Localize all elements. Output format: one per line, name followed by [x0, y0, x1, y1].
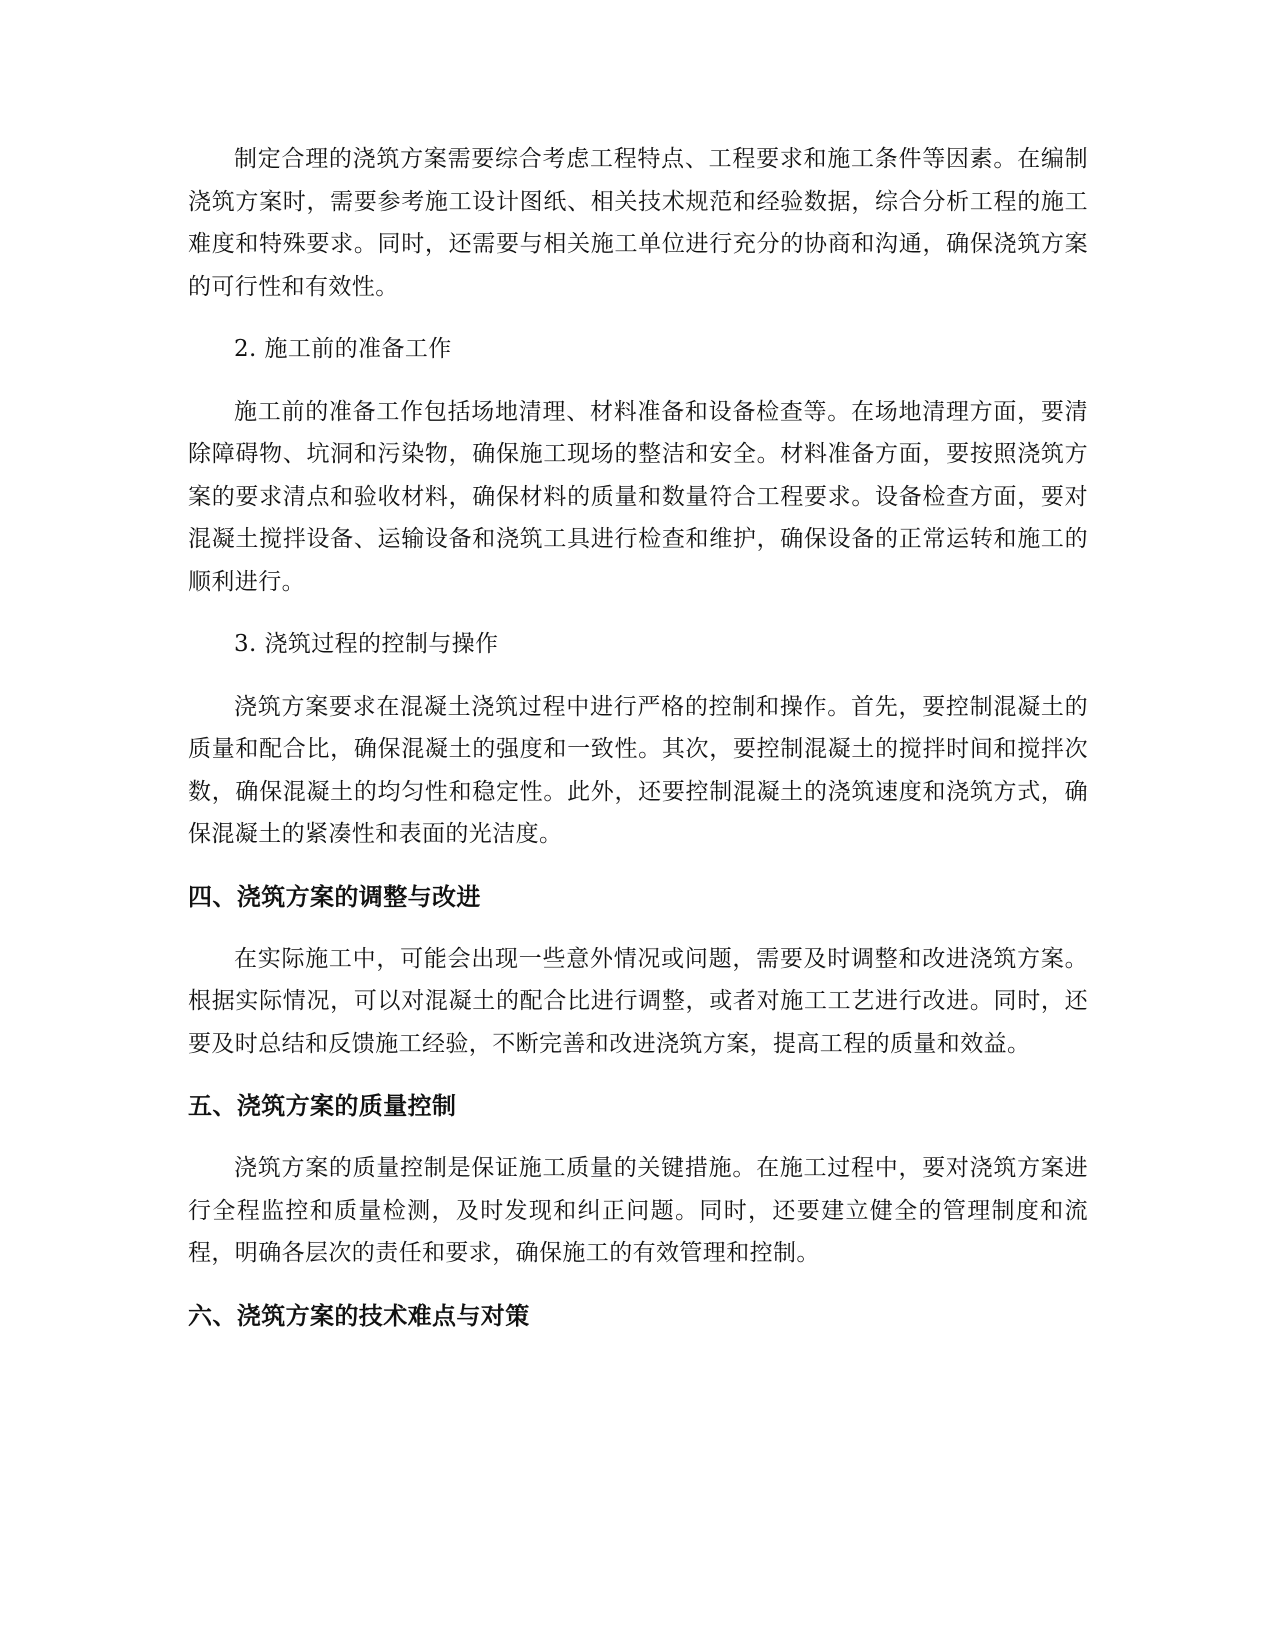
paragraph-quality-control: 浇筑方案的质量控制是保证施工质量的关键措施。在施工过程中，要对浇筑方案进行全程监控和质量检测，及时发现和纠正问题。同时，还要建立健全的管理制度和流程，明确各层次的责任和要求，确保施工的有效管理和控制。 [188, 1155, 1088, 1266]
document-body [188, 138, 1088, 1357]
paragraph-adjustment: 在实际施工中，可能会出现一些意外情况或问题，需要及时调整和改进浇筑方案。根据实际情况，可以对混凝土的配合比进行调整，或者对施工工艺进行改进。同时，还要及时总结和反馈施工经验，不断完善和改进浇筑方案，提高工程的质量和效益。 [188, 945, 1088, 1057]
heading-technical-difficulties: 六、浇筑方案的技术难点与对策 [188, 1301, 530, 1330]
subheading-preparation: 2. 施工前的准备工作 [234, 336, 452, 362]
subheading-pouring-control: 3. 浇筑过程的控制与操作 [234, 631, 499, 657]
paragraph-pouring-control: 浇筑方案要求在混凝土浇筑过程中进行严格的控制和操作。首先，要控制混凝土的质量和配合比，确保混凝土的强度和一致性。其次，要控制混凝土的搅拌时间和搅拌次数，确保混凝土的均匀性和稳定性。此外，还要控制混凝土的浇筑速度和浇筑方式，确保混凝土的紧凑性和表面的光洁度。 [188, 693, 1088, 847]
paragraph-preparation: 施工前的准备工作包括场地清理、材料准备和设备检查等。在场地清理方面，要清除障碍物、坑洞和污染物，确保施工现场的整洁和安全。材料准备方面，要按照浇筑方案的要求清点和验收材料，确保材料的质量和数量符合工程要求。设备检查方面，要对混凝土搅拌设备、运输设备和浇筑工具进行检查和维护，确保设备的正常运转和施工的顺利进行。 [188, 398, 1088, 595]
heading-adjustment: 四、浇筑方案的调整与改进 [188, 882, 481, 911]
heading-quality-control: 五、浇筑方案的质量控制 [188, 1092, 457, 1120]
paragraph-plan-formulation: 制定合理的浇筑方案需要综合考虑工程特点、工程要求和施工条件等因素。在编制浇筑方案时，需要参考施工设计图纸、相关技术规范和经验数据，综合分析工程的施工难度和特殊要求。同时，还需要与相关施工单位进行充分的协商和沟通，确保浇筑方案的可行性和有效性。 [188, 146, 1088, 300]
